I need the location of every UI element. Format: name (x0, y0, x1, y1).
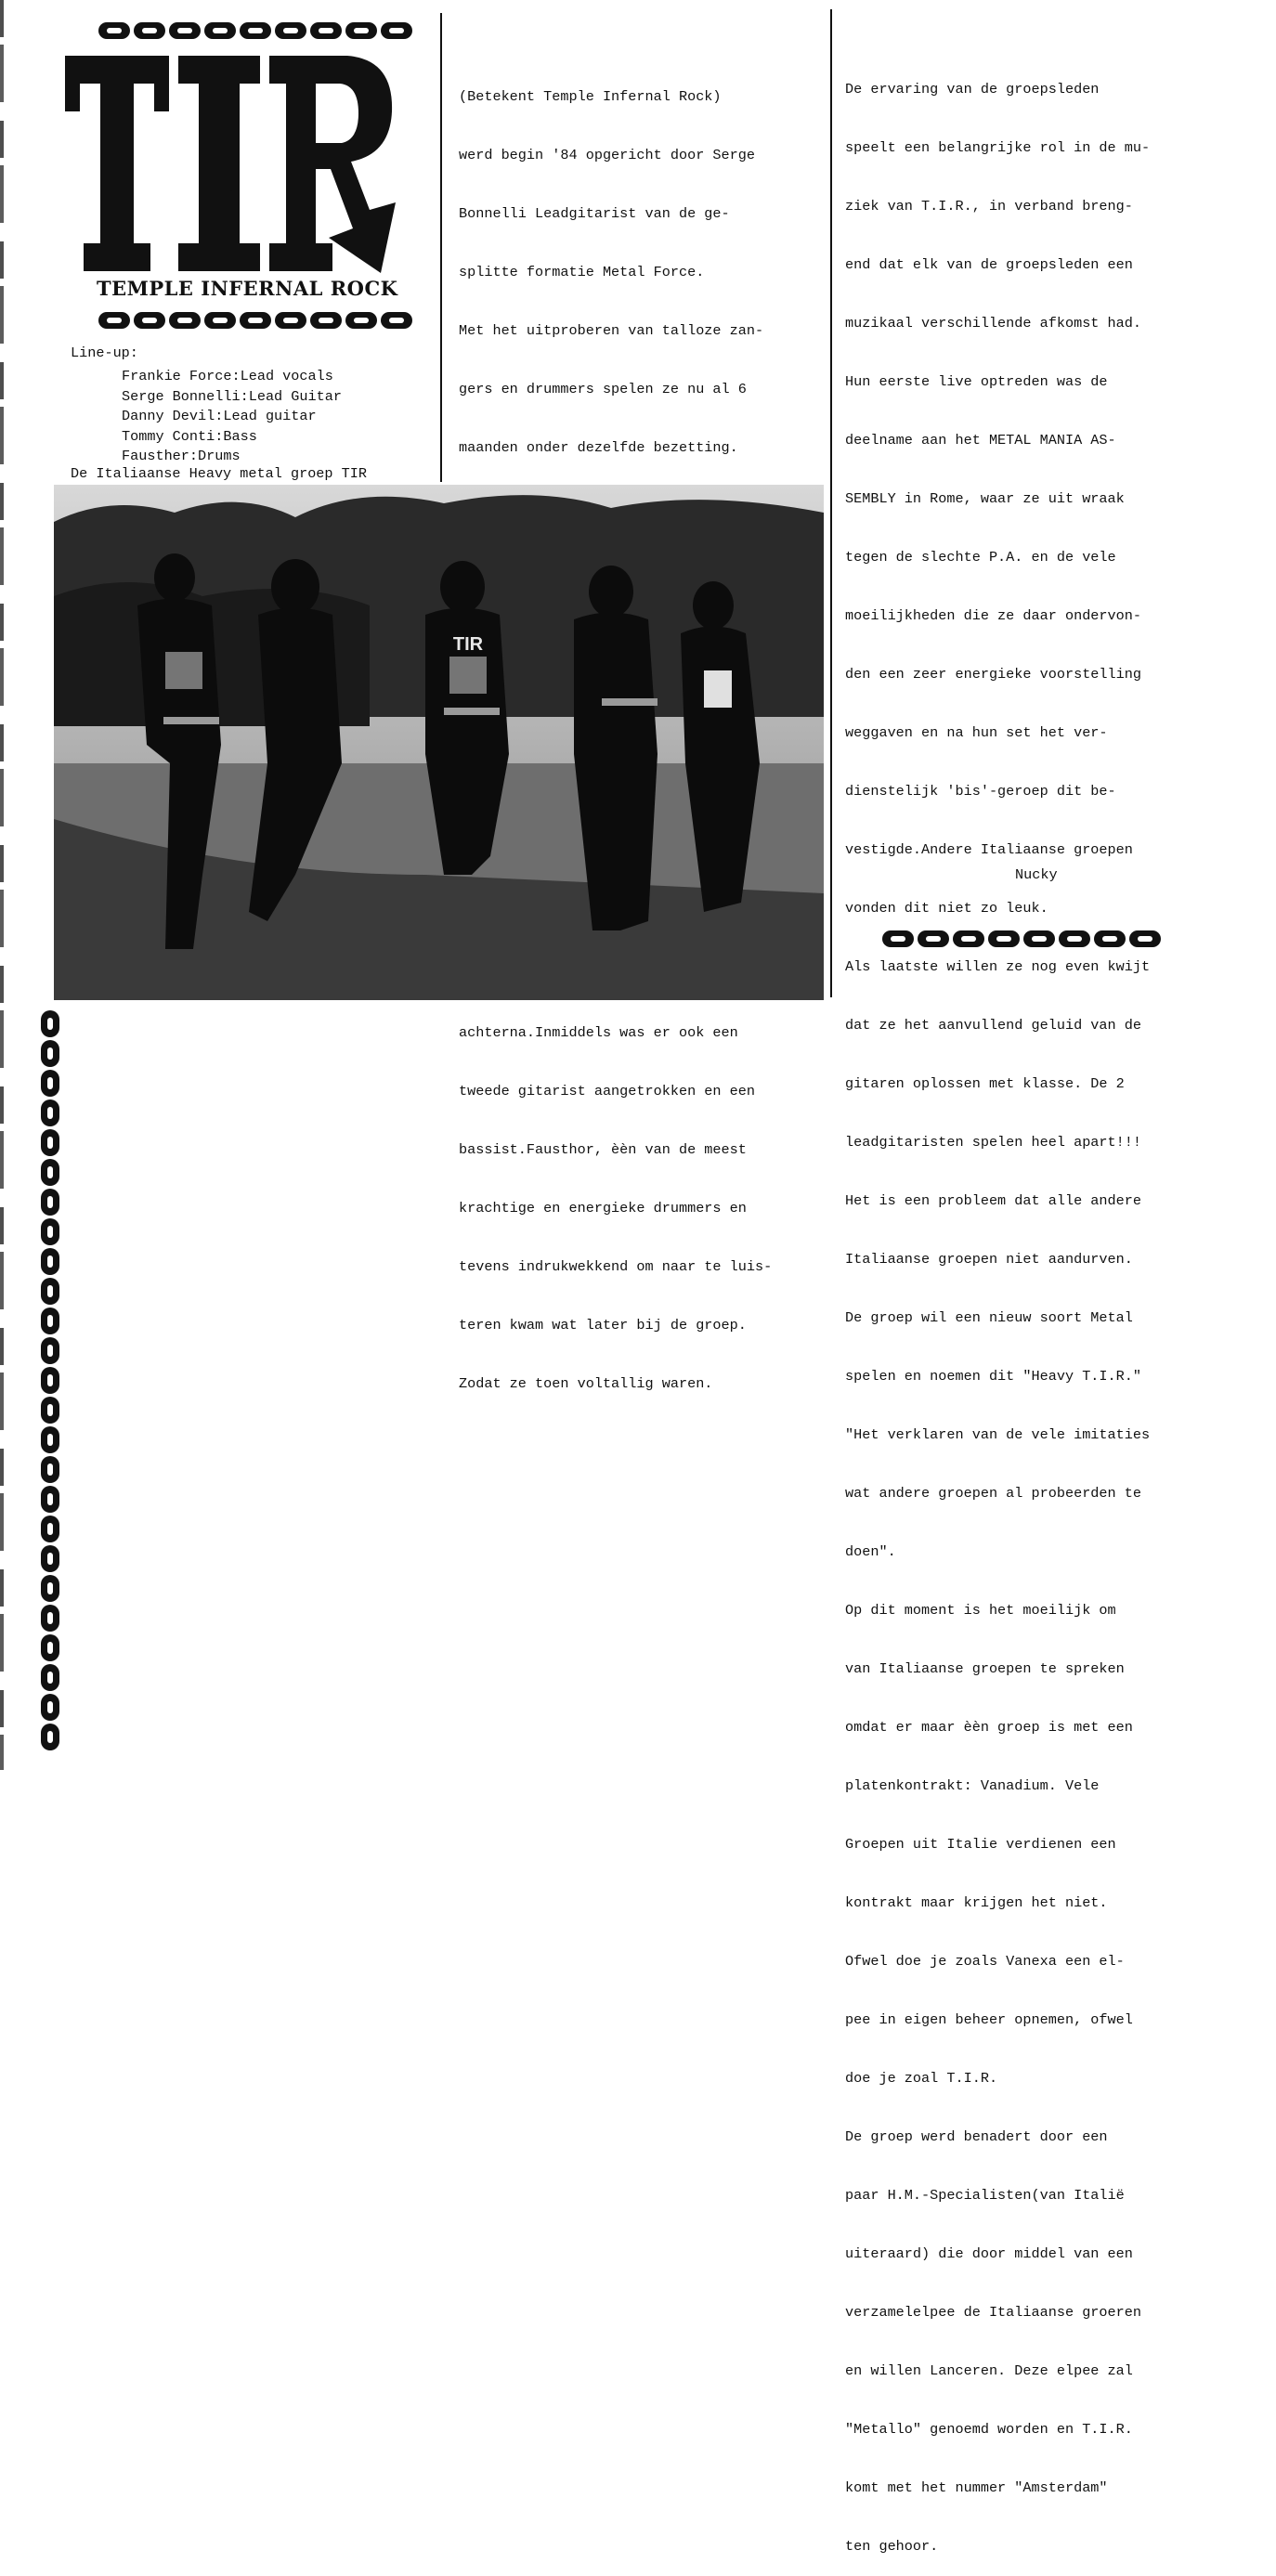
article-line: vestigde.Andere Italiaanse groepen (845, 841, 1133, 858)
article-line: Hun eerste live optreden was de (845, 373, 1108, 390)
chain-ornament-below-logo (98, 312, 412, 329)
chain-ornament-top (98, 22, 412, 39)
article-line: speelt een belangrijke rol in de mu- (845, 139, 1151, 156)
article-line: Het is een probleem dat alle andere (845, 1192, 1141, 1209)
article-line: dienstelijk 'bis'-geroep dit be- (845, 783, 1116, 800)
article-line: ziek van T.I.R., in verband breng- (845, 198, 1133, 215)
article-line: (Betekent Temple Infernal Rock) (459, 88, 722, 105)
article-line: pee in eigen beheer opnemen, ofwel (845, 2011, 1133, 2028)
article-line: tegen de slechte P.A. en de vele (845, 549, 1116, 566)
lineup-heading: Line-up: (71, 345, 138, 361)
article-line: tevens indrukwekkend om naar te luis- (459, 1258, 773, 1275)
article-line: weggaven en na hun set het ver- (845, 724, 1108, 741)
article-line: verzamelelpee de Italiaanse groeren (845, 2304, 1141, 2321)
article-line: platenkontrakt: Vanadium. Vele (845, 1777, 1100, 1794)
article-line: deelname aan het METAL MANIA AS- (845, 432, 1116, 449)
lineup-member: Tommy Conti:Bass (122, 427, 257, 445)
article-line: bassist.Fausthor, èèn van de meest (459, 1141, 747, 1158)
article-line: tweede gitarist aangetrokken en een (459, 1083, 755, 1099)
band-photo (54, 485, 824, 1000)
article-line: "Het verklaren van de vele imitaties (845, 1426, 1151, 1443)
article-line: maanden onder dezelfde bezetting. (459, 439, 738, 456)
article-line: paar H.M.-Specialisten(van Italië (845, 2187, 1125, 2204)
article-line: dat ze het aanvullend geluid van de (845, 1017, 1141, 1034)
article-line: Ofwel doe je zoals Vanexa een el- (845, 1953, 1125, 1970)
article-line: Zodat ze toen voltallig waren. (459, 1375, 713, 1392)
tir-logo (59, 52, 403, 275)
intro-line: De Italiaanse Heavy metal groep TIR (71, 465, 367, 482)
article-line: ten gehoor. (845, 2538, 939, 2555)
article-line: wat andere groepen al probeerden te (845, 1485, 1141, 1502)
article-line: uiteraard) die door middel van een (845, 2245, 1133, 2262)
article-line: doen". (845, 1543, 896, 1560)
author-signature: Nucky (1015, 866, 1058, 883)
article-line: Als laatste willen ze nog even kwijt (845, 958, 1151, 975)
article-line: Italiaanse groepen niet aandurven. (845, 1251, 1133, 1268)
article-line: werd begin '84 opgericht door Serge (459, 147, 755, 163)
article-line: muzikaal verschillende afkomst had. (845, 315, 1141, 332)
article-line: den een zeer energieke voorstelling (845, 666, 1141, 683)
article-line: SEMBLY in Rome, waar ze uit wraak (845, 490, 1125, 507)
article-line: spelen en noemen dit "Heavy T.I.R." (845, 1368, 1141, 1385)
article-line: De groep wil een nieuw soort Metal (845, 1309, 1133, 1326)
column-rule-right (830, 9, 832, 997)
article-column-right (845, 41, 1150, 2576)
lineup-list (122, 367, 342, 467)
article-line: komt met het nummer "Amsterdam" (845, 2479, 1108, 2496)
article-line: van Italiaanse groepen te spreken (845, 1660, 1125, 1677)
article-line: kontrakt maar krijgen het niet. (845, 1894, 1108, 1911)
article-line: achterna.Inmiddels was er ook een (459, 1024, 738, 1041)
lineup-member: Frankie Force:Lead vocals (122, 368, 333, 384)
article-line: splitte formatie Metal Force. (459, 264, 705, 280)
logo-text: TIR (230, 191, 232, 192)
article-line: De ervaring van de groepsleden (845, 81, 1100, 98)
article-line: Groepen uit Italie verdienen een (845, 1836, 1116, 1853)
lineup-member: Fausther:Drums (122, 448, 241, 464)
article-line: omdat er maar èèn groep is met een (845, 1719, 1133, 1736)
shirt-print-text: TIR (452, 634, 484, 655)
lineup-member: Danny Devil:Lead guitar (122, 408, 317, 424)
article-line: moeilijkheden die ze daar ondervon- (845, 607, 1141, 624)
logo-subtitle: TEMPLE INFERNAL ROCK (97, 277, 398, 300)
scan-edge (0, 0, 4, 1770)
article-line: krachtige en energieke drummers en (459, 1200, 747, 1216)
article-line: "Metallo" genoemd worden en T.I.R. (845, 2421, 1133, 2438)
article-line: en willen Lanceren. Deze elpee zal (845, 2362, 1133, 2379)
chain-ornament-vertical (41, 1010, 63, 1750)
article-line: Op dit moment is het moeilijk om (845, 1602, 1116, 1619)
column-rule-left (440, 13, 442, 482)
article-line: end dat elk van de groepsleden een (845, 256, 1133, 273)
article-line: Met het uitproberen van talloze zan- (459, 322, 764, 339)
article-line: doe je zoal T.I.R. (845, 2070, 998, 2087)
article-line: teren kwam wat later bij de groep. (459, 1317, 747, 1334)
article-line: vonden dit niet zo leuk. (845, 900, 1048, 917)
article-line: leadgitaristen spelen heel apart!!! (845, 1134, 1141, 1151)
article-line: De groep werd benadert door een (845, 2128, 1108, 2145)
article-line: Bonnelli Leadgitarist van de ge- (459, 205, 730, 222)
article-line: gers en drummers spelen ze nu al 6 (459, 381, 747, 397)
article-line: gitaren oplossen met klasse. De 2 (845, 1075, 1125, 1092)
chain-ornament-bottom (882, 930, 1161, 947)
lineup-member: Serge Bonnelli:Lead Guitar (122, 387, 342, 405)
